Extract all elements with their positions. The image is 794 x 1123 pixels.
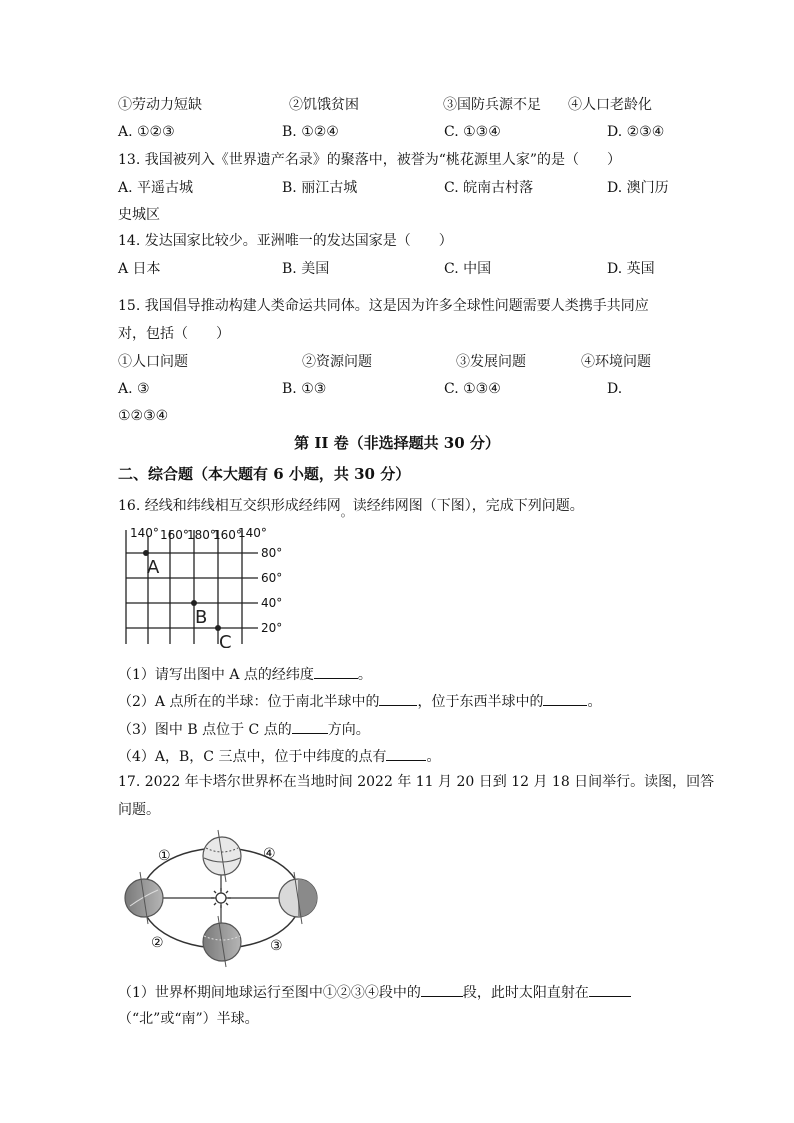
q15-item: ②资源问题 — [302, 354, 372, 370]
q15-item: ④环境问题 — [581, 354, 651, 370]
q13-option-a: A. 平遥古城 — [118, 180, 194, 196]
q12-option-c: C. ①③④ — [444, 124, 501, 140]
q17-sub1: （1）世界杯期间地球运行至图中①②③④段中的 段，此时太阳直射在 — [118, 982, 631, 1002]
q17-sub1-line2: （“北”或“南”）半球。 — [118, 1011, 259, 1027]
lon-label: 160° — [160, 528, 189, 542]
q15-option-a: A. ③ — [118, 381, 150, 397]
lon-label: 140° — [130, 526, 159, 540]
q13-option-d: D. 澳门历 — [607, 180, 669, 196]
q17-stem-line2: 问题。 — [118, 802, 160, 818]
earth-icon — [125, 872, 163, 924]
lat-label: 80° — [261, 546, 283, 560]
q14-option-b: B. 美国 — [282, 261, 330, 277]
q16-sub1: （1）请写出图中 A 点的经纬度 。 — [118, 664, 372, 684]
q12-item: ③国防兵源不足 — [443, 97, 541, 113]
lon-label: 160° — [213, 528, 242, 542]
q12-option-b: B. ①②④ — [282, 124, 339, 140]
earth-icon — [279, 872, 317, 924]
q14-stem: 14. 发达国家比较少。亚洲唯一的发达国家是（ ） — [118, 233, 453, 249]
answer-blank[interactable] — [543, 691, 587, 706]
lat-label: 60° — [261, 571, 283, 585]
q13-option-d-cont: 史城区 — [118, 207, 160, 223]
grid-point-b — [191, 600, 197, 606]
q15-item: ③发展问题 — [456, 354, 526, 370]
q12-item: ④人口老龄化 — [568, 97, 652, 113]
q12-item: ①劳动力短缺 — [118, 97, 202, 113]
answer-blank[interactable] — [421, 982, 463, 997]
q12-item: ②饥饿贫困 — [289, 97, 359, 113]
graticule-diagram — [118, 522, 308, 648]
q15-option-d: D. — [607, 381, 623, 397]
q16-sub4: （4）A，B，C 三点中，位于中纬度的点有 。 — [118, 746, 440, 766]
grid-point-label: C — [219, 632, 232, 648]
answer-blank[interactable] — [292, 719, 328, 734]
lat-label: 40° — [261, 596, 283, 610]
sun-icon — [211, 888, 231, 908]
grid-point-label: B — [195, 607, 208, 628]
lon-label: 140° — [238, 526, 267, 540]
q16-sub3: （3）图中 B 点位于 C 点的 方向。 — [118, 719, 370, 739]
q14-option-c: C. 中国 — [444, 261, 492, 277]
earth-icon — [203, 916, 241, 967]
q17-stem-line1: 17. 2022 年卡塔尔世界杯在当地时间 2022 年 11 月 20 日到 12 月 18 日间举行。读图，回答 — [118, 774, 715, 790]
grid-point-label: A — [147, 557, 160, 578]
orbit-label: ③ — [270, 938, 283, 954]
q14-option-d: D. 英国 — [607, 261, 655, 277]
q15-stem-line1: 15. 我国倡导推动构建人类命运共同体。这是因为许多全球性问题需要人类携手共同应 — [118, 298, 649, 314]
lat-label: 20° — [261, 621, 283, 635]
answer-blank[interactable] — [589, 982, 631, 997]
q13-stem: 13. 我国被列入《世界遗产名录》的聚落中，被誉为“桃花源里人家”的是（ ） — [118, 152, 622, 168]
q12-option-d: D. ②③④ — [607, 124, 665, 140]
answer-blank[interactable] — [386, 746, 426, 761]
earth-orbit-diagram — [118, 826, 328, 968]
q12-option-a: A. ①②③ — [118, 124, 175, 140]
answer-blank[interactable] — [379, 691, 417, 706]
lon-label: 180° — [187, 528, 216, 542]
q13-option-c: C. 皖南古村落 — [444, 180, 534, 196]
q16-stem-dot: 。 — [340, 505, 353, 519]
grid-point-c — [215, 625, 221, 631]
answer-blank[interactable] — [314, 664, 358, 679]
q15-option-d-cont: ①②③④ — [118, 408, 169, 424]
q16-sub2: （2）A 点所在的半球：位于南北半球中的 ，位于东西半球中的 。 — [118, 691, 601, 711]
section-title: 二、综合题（本大题有 6 小题，共 30 分） — [118, 465, 411, 483]
orbit-label: ① — [158, 848, 171, 864]
q15-option-c: C. ①③④ — [444, 381, 501, 397]
orbit-label: ② — [151, 935, 164, 951]
orbit-label: ④ — [263, 846, 276, 862]
q14-option-a: A 日本 — [118, 261, 161, 277]
q15-item: ①人口问题 — [118, 354, 188, 370]
q15-option-b: B. ①③ — [282, 381, 327, 397]
q13-option-b: B. 丽江古城 — [282, 180, 358, 196]
earth-icon — [203, 830, 241, 882]
q15-stem-line2: 对，包括（ ） — [118, 326, 230, 342]
q16-stem: 16. 经线和纬线相互交织形成经纬网。读经纬网图（下图），完成下列问题。 — [118, 498, 584, 519]
part2-title: 第 II 卷（非选择题共 30 分） — [294, 434, 500, 452]
grid-point-a — [143, 550, 149, 556]
